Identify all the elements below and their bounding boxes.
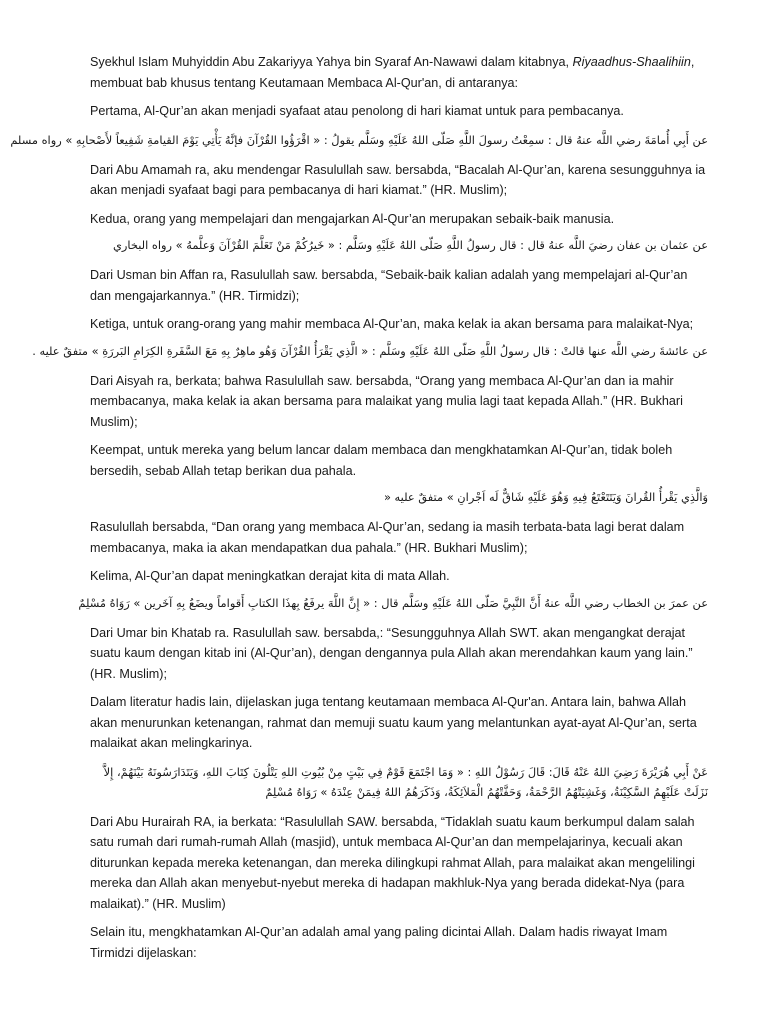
literature-translation: Dari Abu Hurairah RA, ia berkata: “Rasulullah SAW. bersabda, “Tidaklah suatu kaum berkumpul dalam salah satu rumah dari rumah-rumah Allah (masjid), untuk membaca Al-Qur’an dan mempelajarinya, kecuali akan diturunkan kepada mereka ketenangan, dan mereka dilingkupi rahmat Allah, para malaikat akan mengelilingi mereka dan Allah akan menyebut-nyebut mereka di hadapan makhluk-Nya yang berada didekat-Nya (para malaikat).” (HR. Muslim) (90, 814, 695, 911)
literature-arabic-hadith: عَنْ أَبِي هُرَيْرَةَ رَضِيَ اللهُ عَنْهُ قَالَ: قَالَ رَسُوْلُ اللهِ : « وَمَا اجْتَمَعَ قَوْمٌ فِي بَيْتٍ مِنْ بُيُوتِ اللهِ يَتْلُونَ كِتَابَ اللهِ، وَيَتَدَارَسُونَهُ بَيْنَهُمْ، إِلاَّ نَزَلَتْ عَلَيْهِمُ السَّكِيْنَةُ، وَغَشِيَتْهُمُ الرَّحْمَةُ، وَحَفَّتْهُمُ الْمَلاَئِكَةُ، وَذَكَرَهُمُ اللهُ فِيمَنْ عِنْدَهُ » رَوَاهُ مُسْلِمٌ (103, 764, 708, 799)
closing-paragraph: Selain itu, mengkhatamkan Al-Qur’an adalah amal yang paling dicintai Allah. Dalam hadis riwayat Imam Tirmidzi dijelaskan: (90, 925, 668, 960)
section-5-heading: Kelima, Al-Qur’an dapat meningkatkan derajat kita di mata Allah. (90, 569, 450, 583)
section-3-heading: Ketiga, untuk orang-orang yang mahir membaca Al-Qur’an, maka kelak ia akan bersama para malaikat-Nya; (90, 317, 694, 331)
section-3-translation: Dari Aisyah ra, berkata; bahwa Rasulullah saw. bersabda, “Orang yang membaca Al-Qur’an dan ia mahir membacanya, maka kelak ia akan bersama para malaikat yang mulia lagi taat kepada Allah.” (HR. Bukhari Muslim); (90, 373, 683, 429)
section-1-arabic-hadith: عن أَبِي أُمامَةَ رضي اللَّه عنهُ قال : سمِعْتُ رسولَ اللَّهِ صَلّى اللهُ عَلَيْهِ وسَلَّم يقولُ : « اقْرَؤُوا القُرْآنَ فإنَّهُ يَأْتِي يَوْمَ القيامةِ شَفِيعاً لأَصْحابِهِ » رواه مسلم (10, 132, 708, 147)
section-4-arabic-hadith: وَالَّذِي يَقْرأُ القُرانَ وَيَتَتَعْتَعُ فِيهِ وَهُوَ عَلَيْهِ شَاقٌّ لَه اَجْرانِ » متفقٌ عليه « (383, 490, 708, 504)
section-4-heading: Keempat, untuk mereka yang belum lancar dalam membaca dan mengkhatamkan Al-Qur’an, tidak boleh bersedih, sebab Allah tetap berikan dua pahala. (90, 443, 673, 478)
section-3-arabic-hadith: عن عائشةَ رضي اللَّه عنها قالتْ : قال رسولُ اللَّهِ صَلّى اللهُ عَلَيْهِ وسَلَّم : « الَّذِي يَقْرَأُ القُرْآنَ وَهُو ماهِرٌ بِهِ مَعَ السَّفَرةِ الكِرَامِ البَررَةِ » متفقٌ عليه . (32, 343, 708, 358)
intro-text-end: , membuat bab khusus tentang Keutamaan Membaca Al-Qur'an, di antaranya: (90, 55, 695, 90)
literature-paragraph: Dalam literatur hadis lain, dijelaskan juga tentang keutamaan membaca Al-Qur'an. Antara lain, bahwa Allah akan menurunkan ketenangan, rahmat dan memuji suatu kaum yang melantunkan ayat-ayat Al-Qur’an, serta malaikat akan melingkarinya. (90, 695, 697, 750)
section-5-translation: Dari Umar bin Khatab ra. Rasulullah saw. bersabda,: “Sesungguhnya Allah SWT. akan mengangkat derajat suatu kaum dengan kitab ini (Al-Qur’an), dengan dengannya pula Allah akan merendahkan kaum yang lain.” (HR. Muslim); (90, 625, 693, 681)
intro-text: Syekhul Islam Muhyiddin Abu Zakariyya Yahya bin Syaraf An-Nawawi dalam kitabnya, (90, 55, 573, 69)
intro-paragraph (90, 52, 708, 93)
section-2-arabic-hadith: عن عثمان بن عفان رضيَ اللَّه عنهُ قال : قال رسولُ اللَّهِ صَلّى اللهُ عَلَيْهِ وسَلَّم : « خَيرُكُمْ مَنْ تَعَلَّمَ القُرْآنَ وَعلَّمهُ » رواه البخاري (112, 238, 708, 252)
section-4-translation: Rasulullah bersabda, “Dan orang yang membaca Al-Qur’an, sedang ia masih terbata-bata lagi berat dalam membacanya, maka ia akan mendapatkan dua pahala.” (HR. Bukhari Muslim); (90, 520, 685, 555)
section-5-arabic-hadith: عن عمرَ بن الخطاب رضي اللَّه عنهُ أَنَّ النَّبِيَّ صَلّى اللهُ عَلَيْهِ وسَلَّم قال : « إِنَّ اللَّهَ يرفَعُ بِهذَا الكتابِ أَقواماً ويضَعُ بِهِ آخَرين » رَوَاهُ مُسْلِمٌ (78, 595, 708, 610)
section-2-heading: Kedua, orang yang mempelajari dan mengajarkan Al-Qur’an merupakan sebaik-baik manusia. (90, 211, 615, 226)
section-2-translation: Dari Usman bin Affan ra, Rasulullah saw. bersabda, “Sebaik-baik kalian adalah yang mempelajari al-Qur’an dan mengajarkannya.” (HR. Tirmidzi); (90, 268, 688, 303)
book-title: Riyaadhus-Shaalihiin (572, 55, 691, 69)
section-1-translation: Dari Abu Amamah ra, aku mendengar Rasulullah saw. bersabda, “Bacalah Al-Qur’an, karena sesungguhnya ia akan menjadi syafaat bagi para pembacanya di hari kiamat.” (HR. Muslim); (90, 162, 706, 197)
section-1-heading: Pertama, Al-Qur’an akan menjadi syafaat atau penolong di hari kiamat untuk para pembacanya. (90, 104, 624, 118)
